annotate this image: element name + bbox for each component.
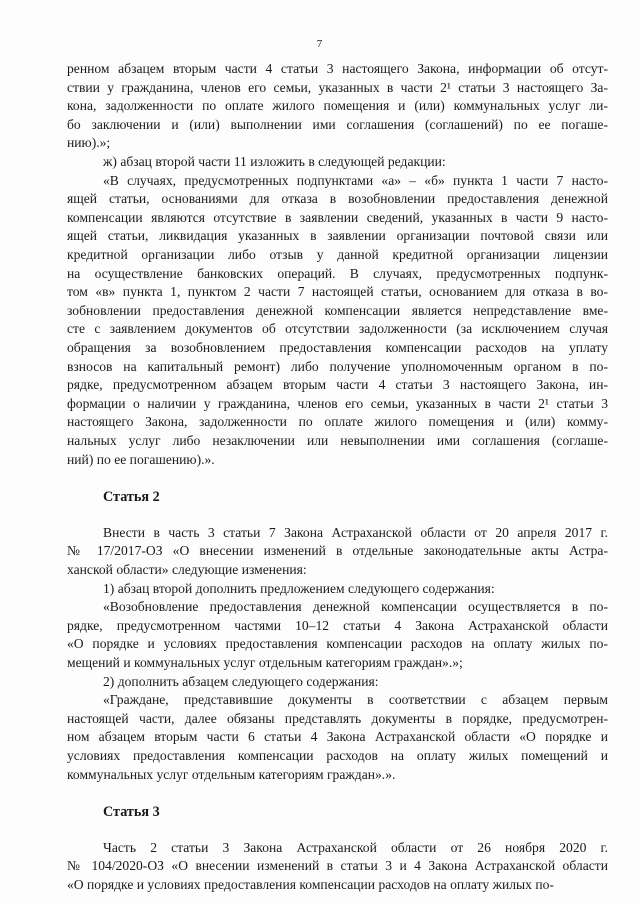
article-3-heading: Статья 3 bbox=[103, 804, 160, 821]
text-line: ний) по ее погашению).». bbox=[67, 451, 215, 467]
text-line: формации о наличии у гражданина, членов его семьи, указанных в части 2¹ статьи 3 bbox=[67, 395, 608, 411]
text-line: мещений и коммунальных услуг отдельным категориям граждан».»; bbox=[67, 655, 463, 670]
text-line: зобновлении предоставления денежной компенсации является непредставление вме- bbox=[67, 302, 608, 318]
text-line: Внести в часть 3 статьи 7 Закона Астраханской области от 20 апреля 2017 г. bbox=[103, 524, 608, 540]
text-line: нию).»; bbox=[67, 135, 111, 151]
text-line: «О порядке и условиях предоставления компенсации расходов на оплату жилых по- bbox=[67, 877, 554, 892]
text-line: настоящего Закона, задолженности по оплате жилого помещения и (или) комму- bbox=[67, 414, 608, 430]
text-line: рядке, предусмотренном частями 10–12 статьи 4 Закона Астраханской области bbox=[67, 617, 608, 633]
text-line: ствии у гражданина, членов его семьи, указанных в части 2¹ статьи 3 настоящего За- bbox=[67, 79, 608, 95]
text-line: ящей статьи, ликвидация указанных в заявлении организации почтовой связи или bbox=[67, 228, 608, 244]
text-line: ж) абзац второй части 11 изложить в следующей редакции: bbox=[103, 154, 446, 169]
text-line: Часть 2 статьи 3 Закона Астраханской области от 26 ноября 2020 г. bbox=[103, 839, 608, 855]
text-line: ханской области» следующие изменения: bbox=[67, 562, 307, 577]
text-line: рядке, предусмотренном абзацем вторым части 4 статьи 3 настоящего Закона, ин- bbox=[67, 377, 608, 393]
text-line: «О порядке и условиях предоставления компенсации расходов на оплату жилых по- bbox=[67, 636, 608, 652]
text-line: компенсации являются отсутствие в заявлении сведений, указанных в части 9 насто- bbox=[67, 209, 608, 225]
text-line: коммунальных услуг отдельным категориям граждан».». bbox=[67, 766, 396, 782]
text-line: № 104/2020-ОЗ «О внесении изменений в статьи 3 и 4 Закона Астраханской области bbox=[67, 858, 608, 874]
article-2-heading: Статья 2 bbox=[103, 489, 160, 506]
text-line: на осуществление банковских операций. В случаях, предусмотренных подпунк- bbox=[67, 265, 608, 281]
text-line: взносов на капитальный ремонт) либо получение уполномоченным органом в по- bbox=[67, 358, 608, 374]
text-line: «Граждане, представившие документы в соответствии с абзацем первым bbox=[103, 692, 608, 708]
text-line: № 17/2017-ОЗ «О внесении изменений в отдельные законодательные акты Астра- bbox=[67, 543, 608, 559]
text-line: кона, задолженности по оплате жилого помещения и (или) коммунальных услуг ли- bbox=[67, 98, 608, 114]
text-line: ренном абзацем вторым части 4 статьи 3 настоящего Закона, информации об отсут- bbox=[67, 61, 608, 76]
text-line: обращения за возобновлением предоставления компенсации расходов на уплату bbox=[67, 340, 608, 355]
text-line: «Возобновление предоставления денежной компенсации осуществляется в по- bbox=[103, 599, 608, 615]
text-line: сте с заявлением документов об отсутствии задолженности (за исключением случая bbox=[67, 321, 608, 337]
text-line: том «в» пункта 1, пунктом 2 части 7 настоящей статьи, основанием для отказа в во- bbox=[67, 284, 608, 300]
page-number: 7 bbox=[316, 38, 323, 50]
text-line: кредитной организации либо отзыв у данной кредитной организации лицензии bbox=[67, 247, 608, 262]
text-line: нальных услуг либо незаключении или невыполнении ими соглашения (соглаше- bbox=[67, 433, 608, 448]
text-line: 2) дополнить абзацем следующего содержания: bbox=[103, 673, 379, 689]
text-line: условиях предоставления компенсации расходов на оплату жилых помещений и bbox=[67, 748, 608, 763]
text-line: настоящей части, далее обязаны представлять документы в порядке, предусмотрен- bbox=[67, 710, 608, 726]
text-line: 1) абзац второй дополнить предложением следующего содержания: bbox=[103, 580, 495, 596]
text-line: бо заключении и (или) выполнении ими соглашения (соглашений) по ее погаше- bbox=[67, 116, 608, 132]
text-line: ном абзацем вторым части 6 статьи 4 Закона Астраханской области «О порядке и bbox=[67, 729, 608, 745]
text-line: «В случаях, предусмотренных подпунктами «а» – «б» пункта 1 части 7 насто- bbox=[103, 172, 608, 188]
text-line: ящей статьи, основаниями для отказа в возобновлении предоставления денежной bbox=[67, 191, 608, 207]
